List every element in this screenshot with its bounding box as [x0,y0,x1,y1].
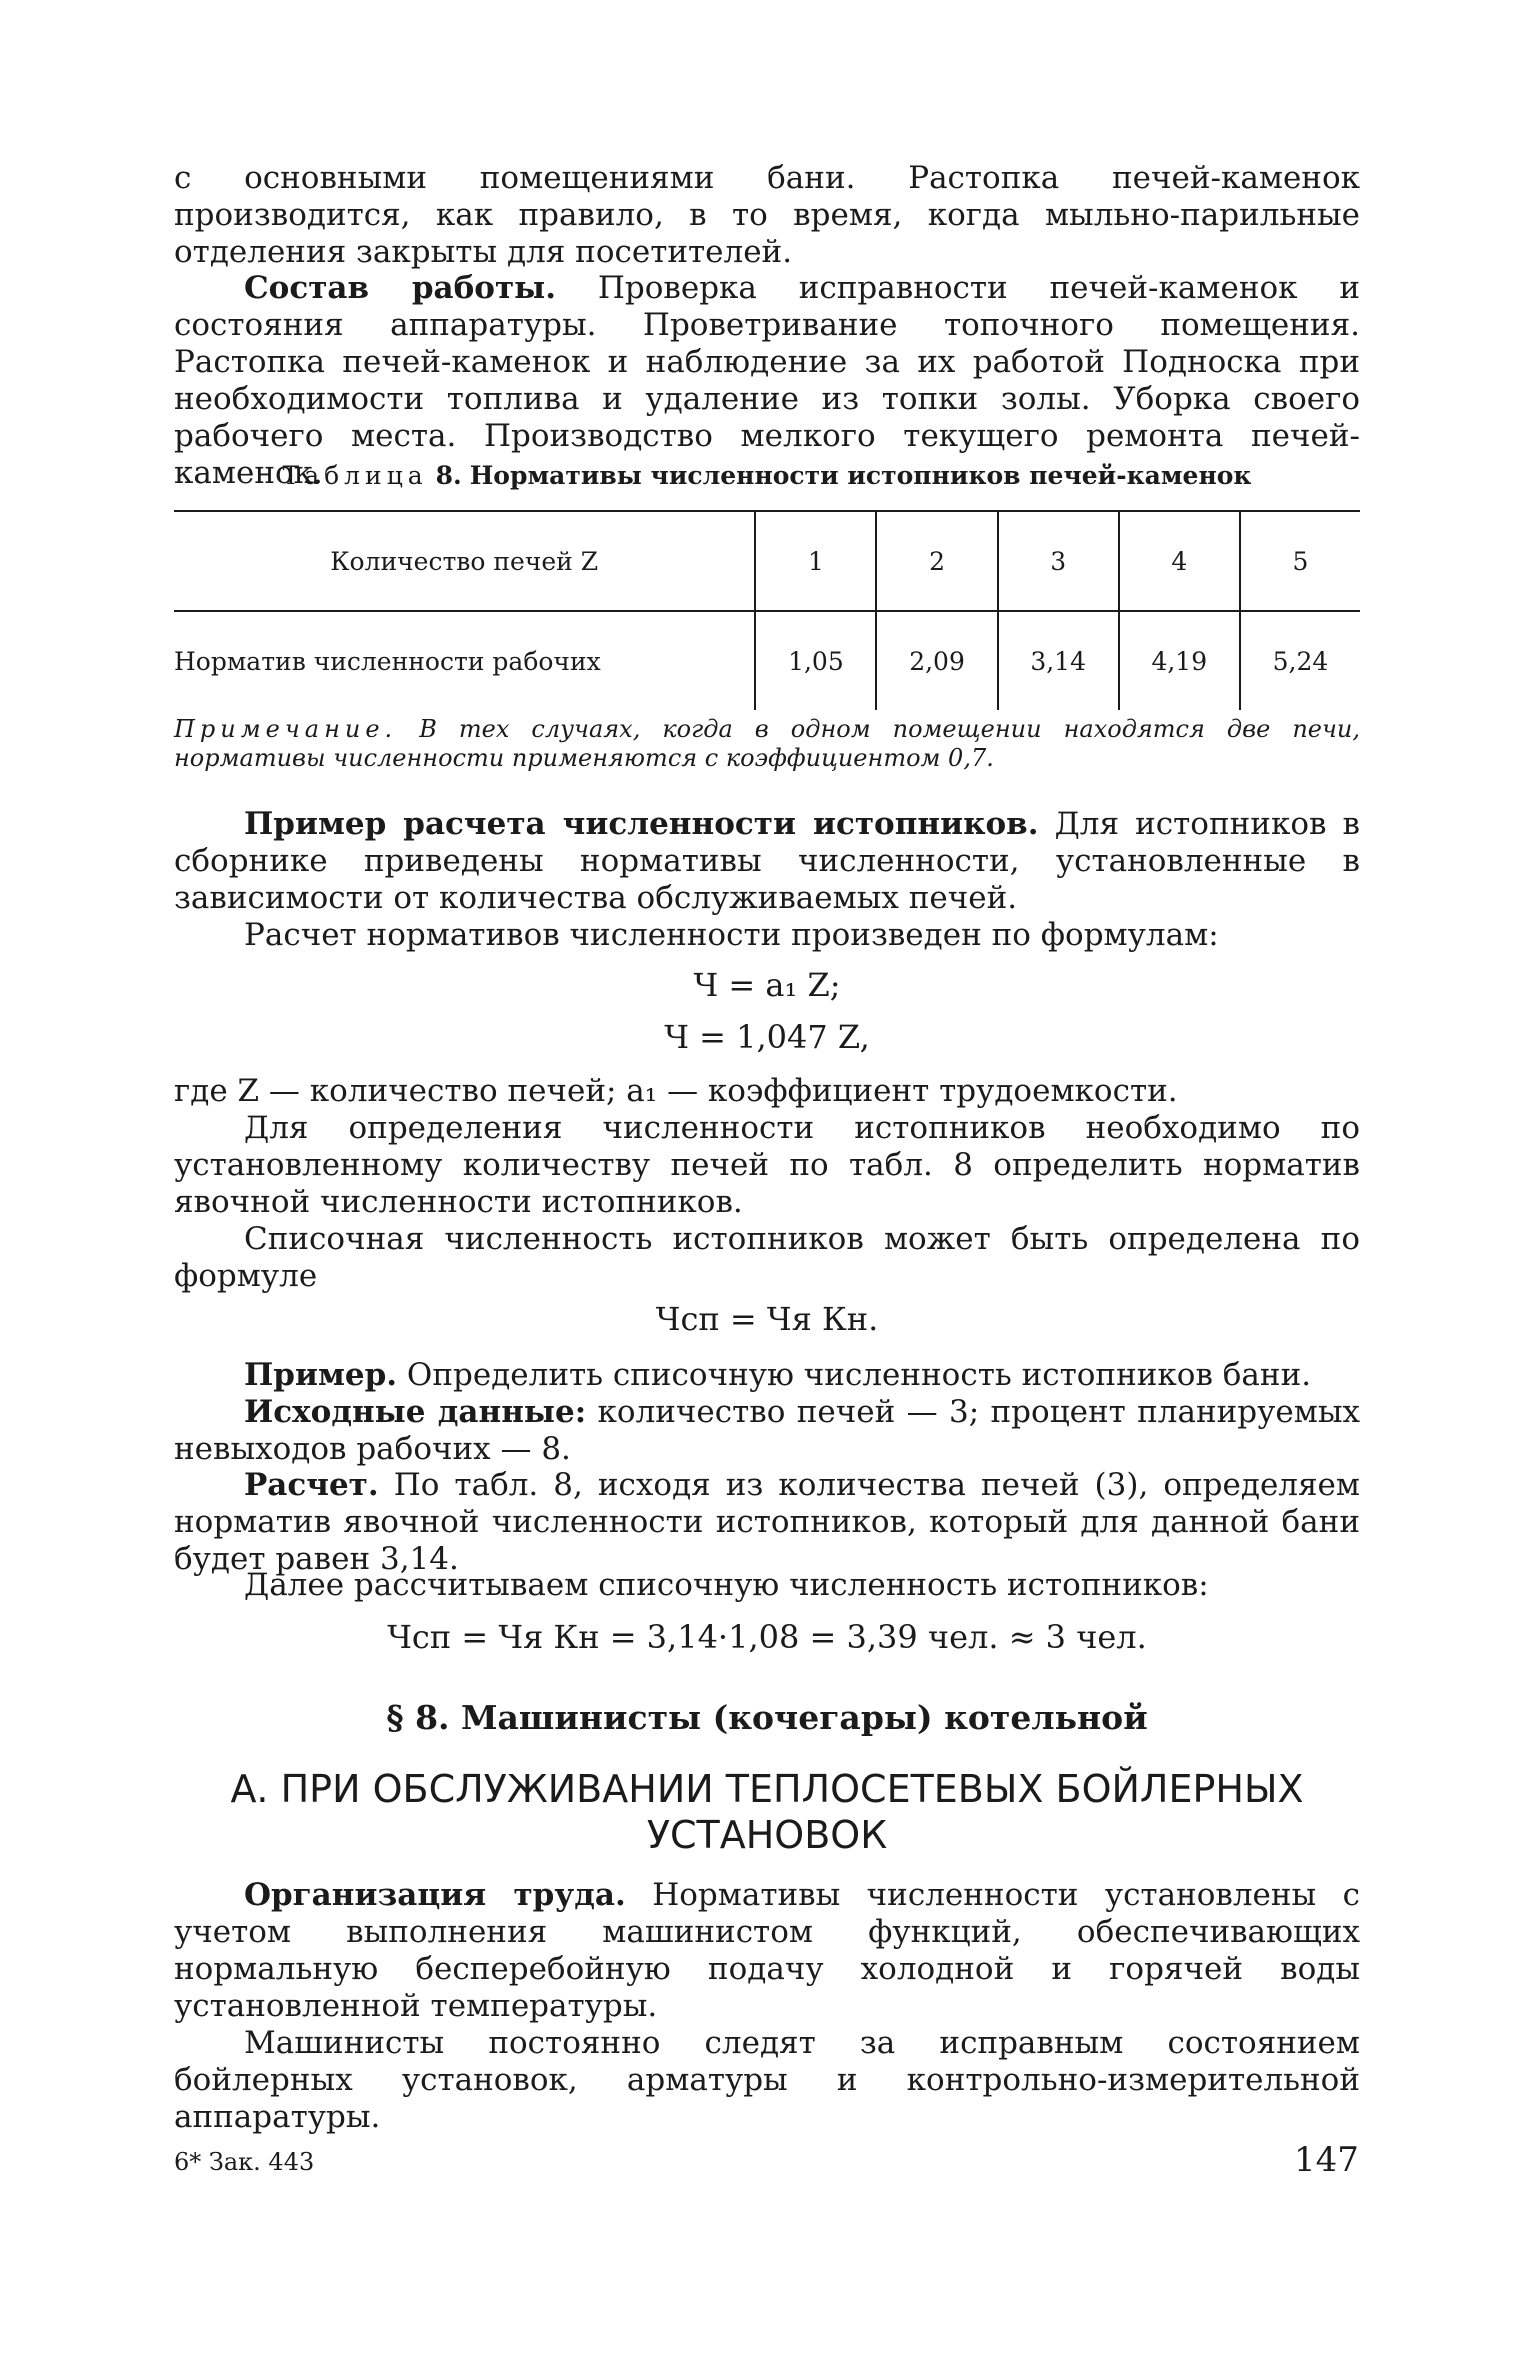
formula-2: Ч = 1,047 Z, [664,1018,870,1056]
work-text: Проверка исправности печей-каменок и состояния аппаратуры. Проветривание топочного помещения. Растопка печей-каменок и наблюдение за их работой Подноска при необходимости топлива и удаление из топки золы. Уборка своего рабочего места. Производство мелкого текущего ремонта печей-каменок. [174,270,1361,491]
table-row-norm [174,611,1360,710]
table-cell: 4 [1119,511,1240,611]
table-caption-text: Нормативы численности истопников печей-каменок [469,461,1252,490]
table-caption-number: 8. [435,461,462,490]
intro-paragraph [174,160,1360,271]
table-cell: 1 [755,511,876,611]
table-cell: 3,14 [998,611,1119,710]
example-calc-text: Для истопников в сборнике приведены нормативы численности, установленные в зависимости от количества обслуживаемых печей. [174,806,1360,916]
source-paragraph [174,1394,1360,1468]
calc-paragraph [174,1467,1360,1578]
determine-text: Для определения численности истопников необходимо по установленному количеству печей по табл. 8 определить норматив явочной численности истопников. [174,1110,1360,1220]
formula-intro [174,917,1360,954]
example-paragraph [174,1357,1360,1394]
table-row-label: Количество печей Z [174,511,755,611]
machinists-text: Машинисты постоянно следят за исправным состоянием бойлерных установок, арматуры и контрольно-измерительной аппаратуры. [174,2025,1360,2135]
heading-line-2: УСТАНОВОК [646,1813,888,1857]
note-text: В тех случаях, когда в одном помещении находятся две печи, нормативы численности применяются с коэффициентом 0,7. [174,715,1360,772]
table-cell: 5,24 [1240,611,1360,710]
example-calc-title: Пример расчета численности истопников. [244,806,1039,842]
norms-table [174,510,1360,710]
where-text: где Z — количество печей; a₁ — коэффициент трудоемкости. [174,1073,1178,1109]
calc-text: По табл. 8, исходя из количества печей (3), определяем норматив явочной численности истопников, который для данной бани будет равен 3,14. [174,1467,1360,1577]
source-title: Исходные данные: [244,1394,587,1430]
table-cell: 1,05 [755,611,876,710]
intro-text: с основными помещениями бани. Растопка печей-каменок производится, как правило, в то время, когда мыльно-парильные отделения закрыты для посетителей. [174,160,1360,270]
source-text: количество печей — 3; процент планируемых невыходов рабочих — 8. [174,1394,1361,1467]
calc-title: Расчет. [244,1467,379,1503]
printer-signature: 6* Зак. 443 [174,2148,315,2176]
further-paragraph [174,1567,1360,1604]
org-text: Нормативы численности установлены с учетом выполнения машинистом функций, обеспечивающих нормальную бесперебойную подачу холодной и горячей воды установленной температуры. [174,1877,1360,2024]
table-row-stoves [174,511,1360,611]
machinists-paragraph [174,2025,1360,2136]
work-title: Состав работы. [244,270,557,306]
list-text: Списочная численность истопников может быть определена по формуле [174,1221,1360,1294]
heading-line-1: А. ПРИ ОБСЛУЖИВАНИИ ТЕПЛОСЕТЕВЫХ БОЙЛЕРНЫХ [230,1767,1304,1811]
further-text: Далее рассчитываем списочную численность истопников: [244,1567,1209,1603]
section-title: § 8. Машинисты (кочегары) котельной [386,1698,1148,1737]
formula-3: Чсп = Чя Кн. [655,1300,879,1338]
section-heading [174,1766,1360,1858]
example-calc-paragraph [174,806,1360,917]
table-caption-word: Таблица [282,461,428,490]
table-cell: 3 [998,511,1119,611]
page-number: 147 [1294,2140,1359,2180]
table-row-label: Норматив численности рабочих [174,646,601,676]
table-cell: 2 [876,511,997,611]
note-label: Примечание. [174,715,398,743]
list-paragraph [174,1221,1360,1295]
org-paragraph [174,1877,1360,2025]
table-cell: 5 [1240,511,1360,611]
formula-1: Ч = a₁ Z; [693,966,841,1004]
work-paragraph [174,270,1360,492]
example-text: Определить списочную численность истопников бани. [406,1357,1312,1393]
org-title: Организация труда. [244,1877,626,1913]
table-cell: 4,19 [1119,611,1240,710]
table-caption [174,461,1360,490]
determine-paragraph [174,1110,1360,1221]
formula-4: Чсп = Чя Кн = 3,14·1,08 = 3,39 чел. ≈ 3 чел. [387,1618,1147,1656]
example-title: Пример. [244,1357,398,1393]
formula-intro-text: Расчет нормативов численности произведен по формулам: [244,917,1219,953]
table-cell: 2,09 [876,611,997,710]
where-paragraph [174,1073,1360,1110]
table-note [174,715,1360,773]
